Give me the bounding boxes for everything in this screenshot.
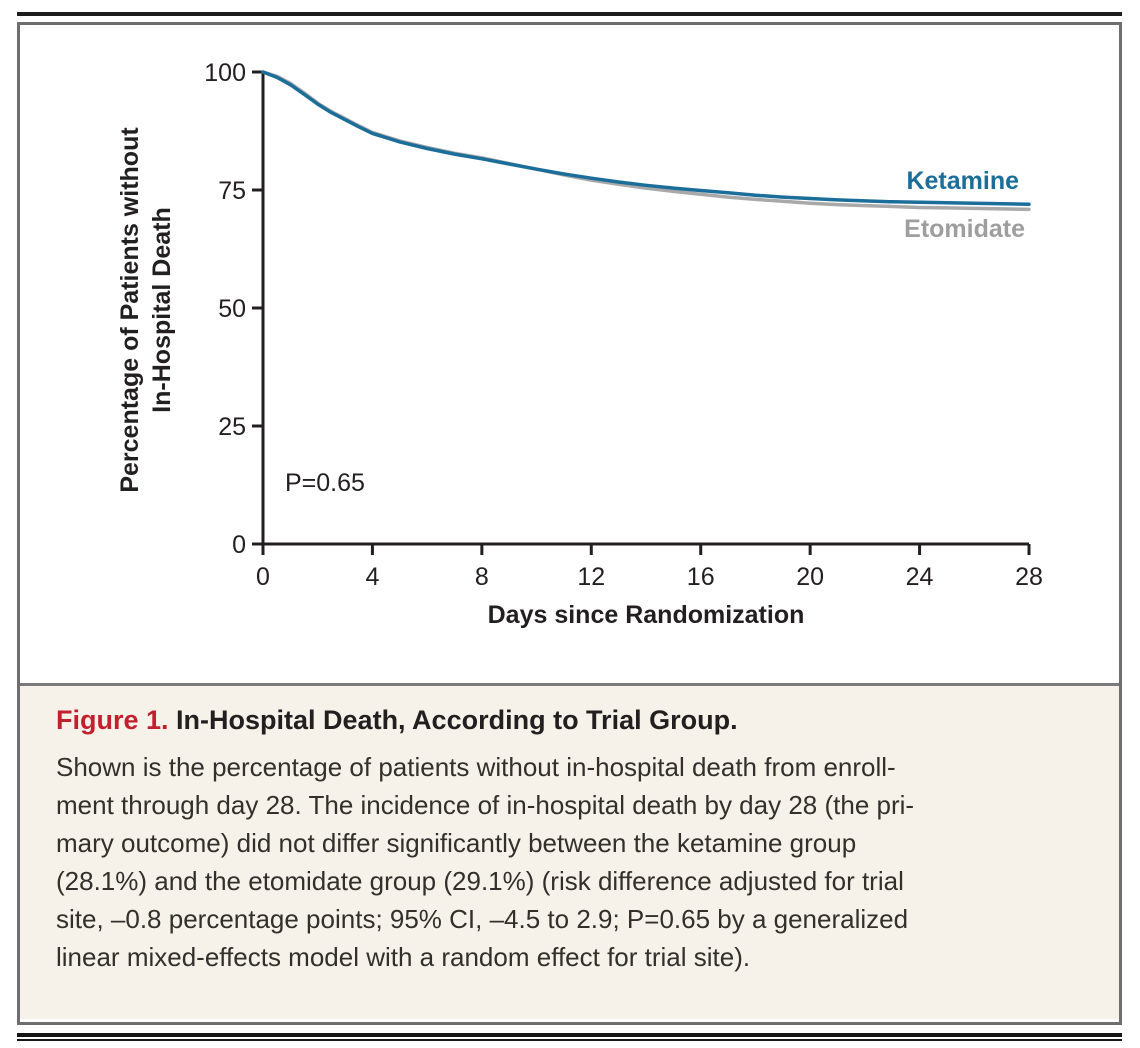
figure-number-label: Figure 1. [56, 705, 169, 735]
x-tick-label: 0 [256, 563, 270, 591]
y-tick-label: 100 [204, 59, 246, 87]
x-tick-label: 20 [796, 563, 825, 591]
x-tick-label: 28 [1015, 563, 1043, 591]
caption-line: mary outcome) did not differ significantly between the ketamine group [56, 828, 857, 858]
x-tick-label: 8 [474, 563, 489, 591]
y-tick-label: 75 [218, 177, 246, 205]
bottom-double-rule [17, 1033, 1122, 1041]
y-tick-label: 0 [232, 531, 246, 559]
caption-line: Shown is the percentage of patients without in-hospital death from enroll- [56, 752, 896, 782]
top-horizontal-rule [17, 12, 1122, 16]
caption-line: (28.1%) and the etomidate group (29.1%) (risk difference adjusted for trial [56, 866, 904, 896]
y-axis-label: In-Hospital Death [148, 207, 176, 413]
caption-panel [20, 683, 1119, 1019]
y-tick-label: 25 [218, 413, 246, 441]
x-axis-label: Days since Randomization [487, 601, 805, 629]
y-tick-label: 50 [218, 295, 246, 323]
survival-chart [20, 25, 1119, 683]
figure-frame [17, 22, 1122, 1025]
legend-ketamine: Ketamine [906, 167, 1019, 195]
legend-etomidate: Etomidate [904, 215, 1025, 243]
x-tick-label: 4 [365, 563, 380, 591]
caption-title [56, 700, 1089, 740]
chart-area [20, 25, 1119, 683]
x-tick-label: 16 [686, 563, 715, 591]
caption-line: site, –0.8 percentage points; 95% CI, –4.5 to 2.9; P=0.65 by a generalized [56, 904, 909, 934]
x-tick-label: 12 [577, 563, 606, 591]
y-axis-label: Percentage of Patients without [116, 127, 144, 493]
p-value-annotation: P=0.65 [285, 469, 365, 497]
caption-line: linear mixed-effects model with a random effect for trial site). [56, 942, 751, 972]
caption-line: ment through day 28. The incidence of in-hospital death by day 28 (the pri- [56, 790, 915, 820]
caption-body [56, 748, 1089, 976]
x-tick-label: 24 [905, 563, 934, 591]
figure-title-text: In-Hospital Death, According to Trial Group. [176, 705, 738, 735]
